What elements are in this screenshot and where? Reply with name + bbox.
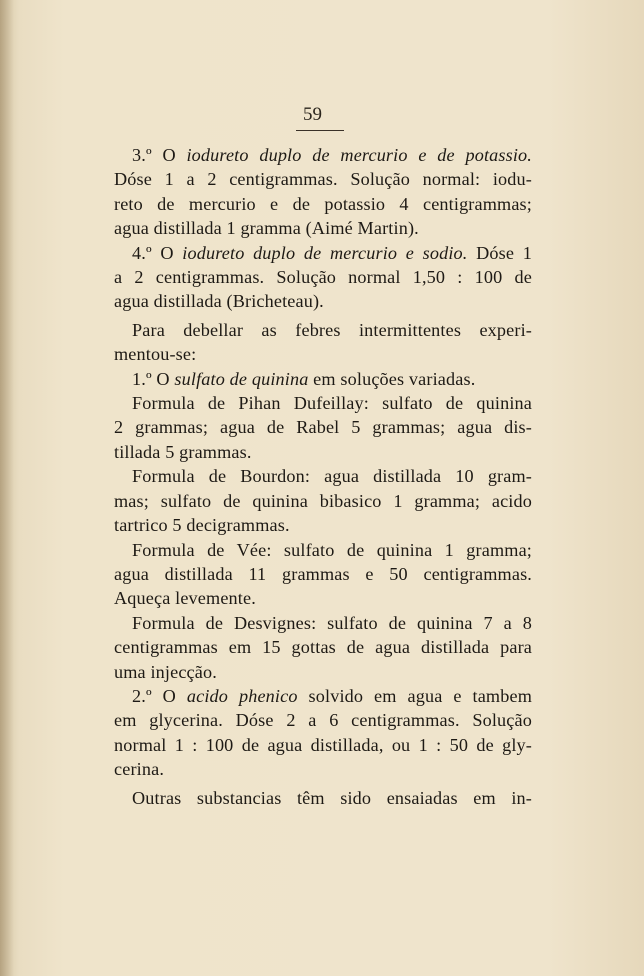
text-line: Formula de Desvignes: sulfato de quinina 7 a 8 bbox=[132, 612, 532, 633]
text-line: tillada 5 grammas. bbox=[114, 441, 252, 462]
text-line: Formula de Bourdon: agua distillada 10 gram- bbox=[132, 466, 532, 487]
text-line: agua distillada (Bricheteau). bbox=[114, 291, 324, 312]
text-line: Dóse 1 a 2 centigrammas. Solução normal: iodu- bbox=[114, 169, 532, 190]
text-line: Formula de Pihan Dufeillay: sulfato de quinina bbox=[132, 393, 532, 414]
page-body bbox=[114, 143, 532, 810]
text-line: agua distillada 11 grammas e 50 centigrammas. bbox=[114, 563, 532, 584]
text-line: mas; sulfato de quinina bibasico 1 gramma; acido bbox=[114, 490, 532, 511]
text-line: uma injecção. bbox=[114, 661, 217, 682]
text-line: mentou-se: bbox=[114, 344, 197, 365]
text-line: cerina. bbox=[114, 759, 165, 780]
text-line: normal 1 : 100 de agua distillada, ou 1 : 50 de gly- bbox=[114, 734, 532, 755]
text-line: a 2 centigrammas. Solução normal 1,50 : 100 de bbox=[114, 267, 532, 288]
text-line: 2.º O acido phenico solvido em agua e tambem bbox=[132, 685, 532, 706]
page-number-rule bbox=[296, 130, 344, 131]
text-line: centigrammas em 15 gottas de agua distillada para bbox=[114, 637, 532, 658]
text-line: 4.º O iodureto duplo de mercurio e sodio. Dóse 1 bbox=[132, 242, 532, 263]
text-line: 1.º O sulfato de quinina em soluções variadas. bbox=[132, 368, 476, 389]
page-number: 59 bbox=[303, 104, 322, 125]
text-line: Aqueça levemente. bbox=[114, 588, 256, 609]
text-line: Outras substancias têm sido ensaiadas em in- bbox=[132, 787, 532, 808]
text-line: agua distillada 1 gramma (Aimé Martin). bbox=[114, 218, 419, 239]
text-line: Para debellar as febres intermittentes experi- bbox=[132, 319, 532, 340]
text-line: reto de mercurio e de potassio 4 centigrammas; bbox=[114, 193, 532, 214]
text-line: tartrico 5 decigrammas. bbox=[114, 515, 290, 536]
text-line: Formula de Vée: sulfato de quinina 1 gramma; bbox=[132, 539, 532, 560]
text-line: 2 grammas; agua de Rabel 5 grammas; agua dis- bbox=[114, 417, 532, 438]
text-line: 3.º O iodureto duplo de mercurio e de potassio. bbox=[132, 145, 532, 165]
text-line: em glycerina. Dóse 2 a 6 centigrammas. Solução bbox=[114, 710, 532, 731]
